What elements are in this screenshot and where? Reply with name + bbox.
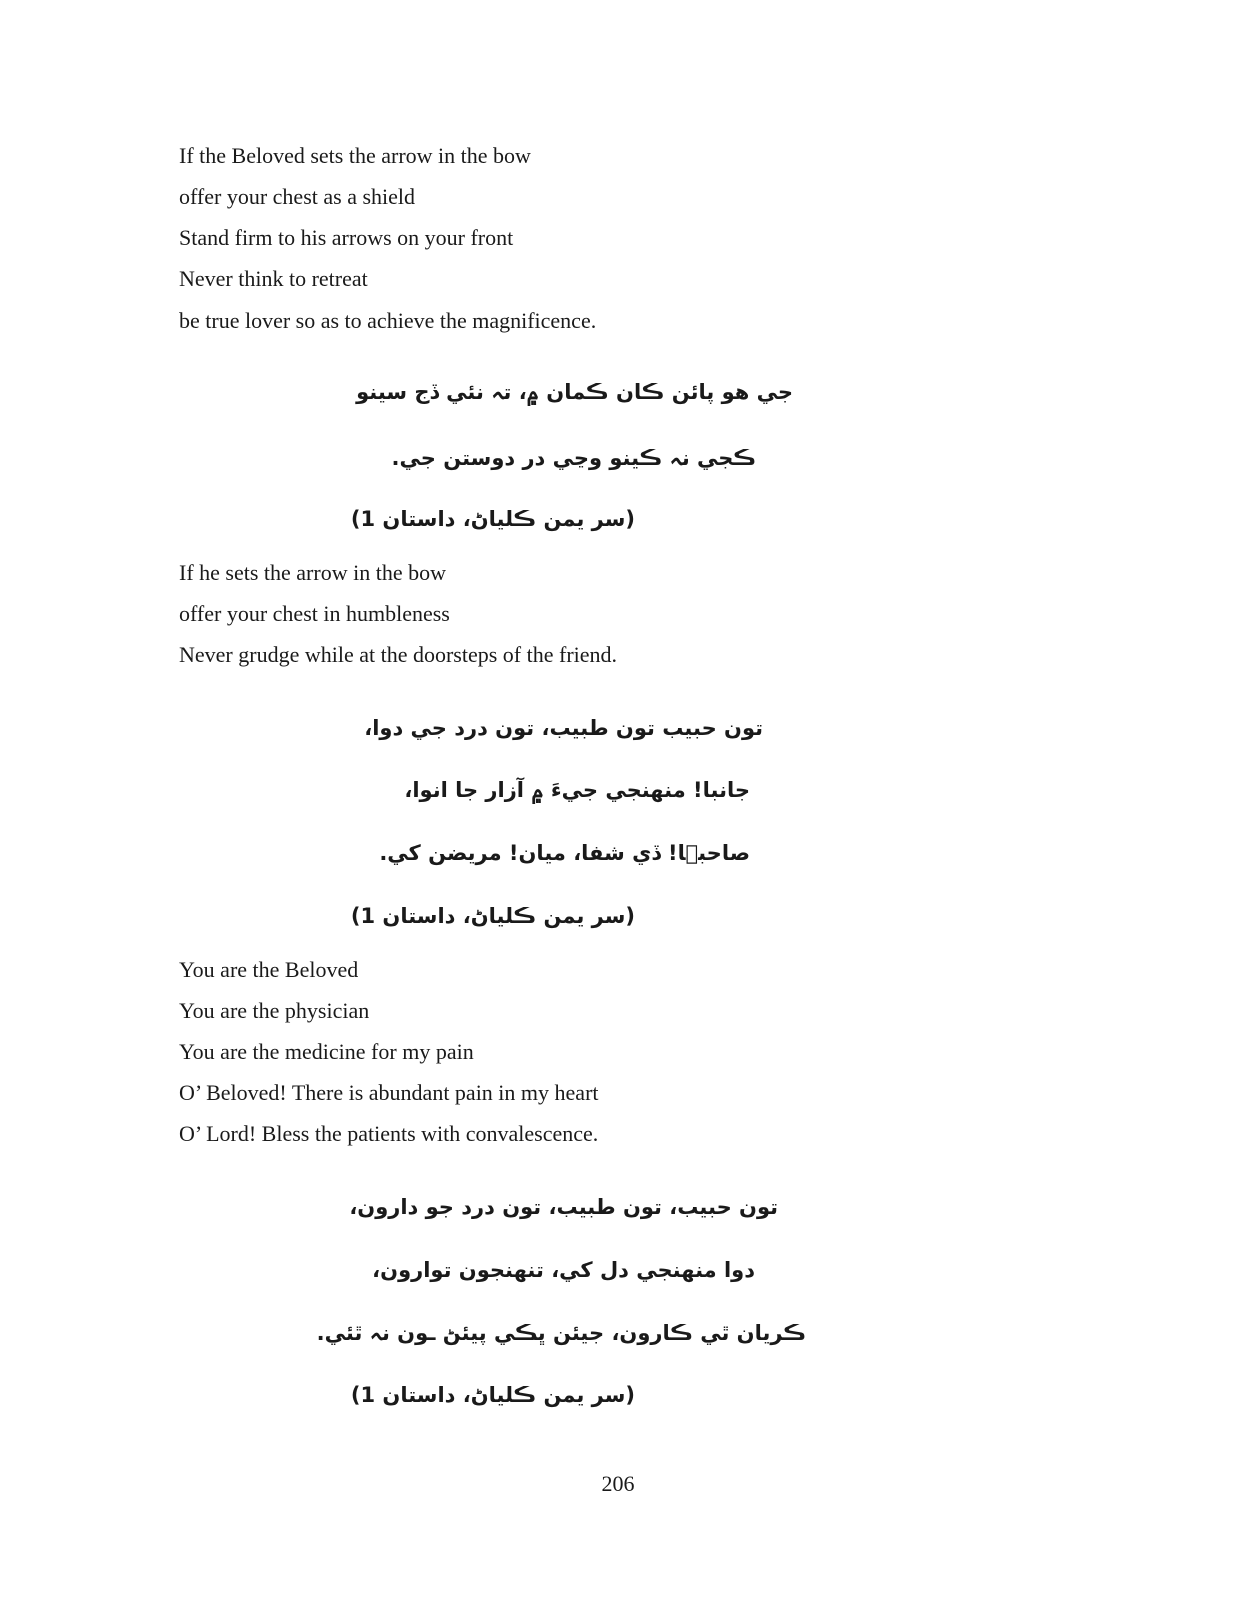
english-line: Never grudge while at the doorsteps of the friend. [179,642,618,667]
sindhi-reference: (سر يمن ڪلياڻ، داستان 1) [350,904,635,928]
english-line: be true lover so as to achieve the magnificence. [179,308,597,333]
english-line: You are the physician [179,998,370,1023]
sindhi-line: ڪجي نہ ڪينو وڃي در دوستن جي. [391,446,756,470]
english-line: If he sets the arrow in the bow [179,560,446,585]
sindhi-line: جي هو پائن ڪان ڪمان ۾، تہ نئي ڏج سينو [356,380,793,404]
english-line: O’ Beloved! There is abundant pain in my heart [179,1080,599,1105]
english-line: O’ Lord! Bless the patients with convalescence. [179,1121,599,1146]
english-line: You are the medicine for my pain [179,1039,474,1064]
sindhi-line: جانبا! منهنجي جيءَ ۾ آزار جا انوا، [404,778,750,802]
sindhi-reference: (سر يمن ڪلياڻ، داستان 1) [350,1383,635,1407]
english-line: If the Beloved sets the arrow in the bow [179,143,531,168]
sindhi-line: دوا منهنجي دل کي، تنهنجون توارون، [372,1258,755,1282]
english-line: Never think to retreat [179,266,368,291]
page-number: 206 [601,1471,635,1496]
english-line: offer your chest in humbleness [179,601,450,626]
sindhi-line: تون حبيب، تون طبيب، تون درد جو دارون، [349,1195,778,1219]
sindhi-line: ڪريان ٿي ڪارون، جيئن ڀڪي پيئڻ ـون نہ ٿئي. [316,1321,806,1345]
sindhi-reference: (سر يمن ڪلياڻ، داستان 1) [350,507,635,531]
english-line: offer your chest as a shield [179,184,416,209]
sindhi-line: تون حبيب تون طبيب، تون درد جي دوا، [364,716,763,740]
english-line: Stand firm to his arrows on your front [179,225,514,250]
sindhi-line: صاحبؔا! ڏي شفا، ميان! مريضن کي. [379,841,750,865]
english-line: You are the Beloved [179,957,359,982]
